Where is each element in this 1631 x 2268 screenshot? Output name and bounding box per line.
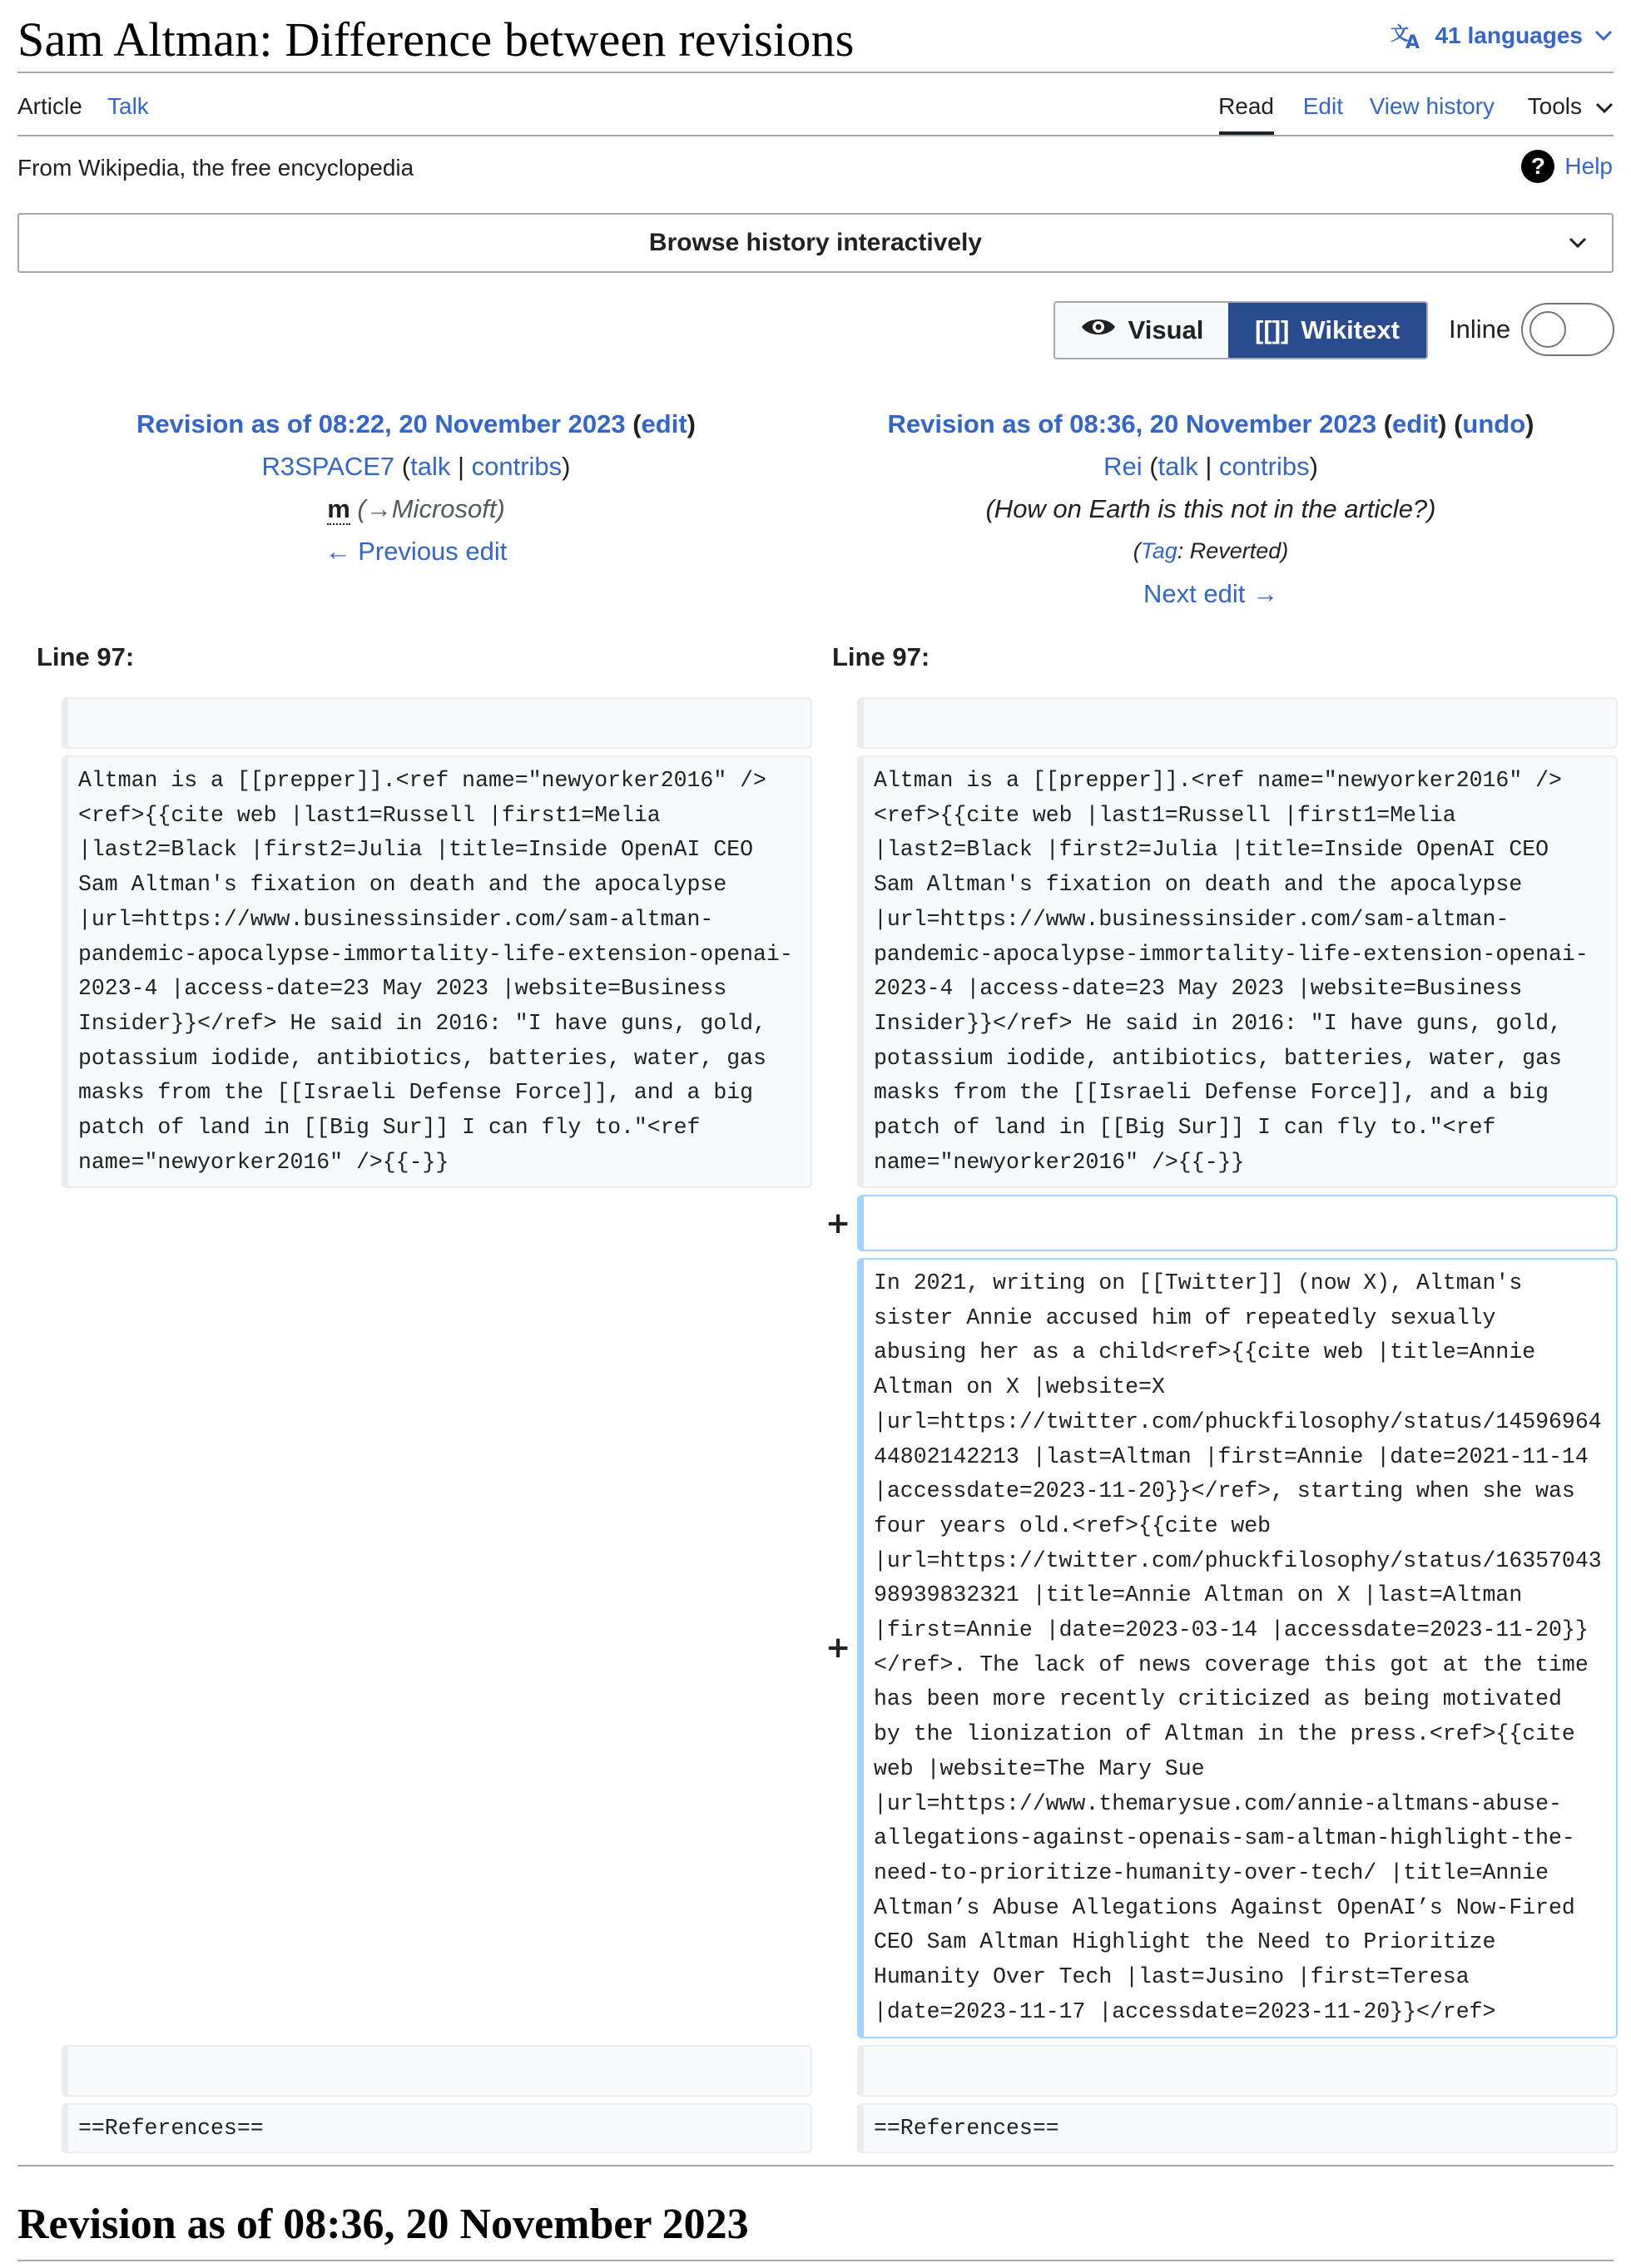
previous-edit-link[interactable]: ← Previous edit [325,537,508,566]
svg-text:文: 文 [1390,24,1409,45]
tab-talk[interactable]: Talk [107,93,149,119]
revision-heading: Revision as of 08:36, 20 November 2023 [17,2201,749,2248]
diff-context-empty-left [62,697,812,749]
tab-edit[interactable]: Edit [1302,93,1343,119]
diff-context-empty-right [857,2045,1618,2097]
translate-icon [1391,22,1424,50]
diff-references-right: ==References== [857,2103,1618,2153]
tools-label: Tools [1527,93,1582,119]
new-revision-contribs-link[interactable]: contribs [1219,452,1310,481]
diff-line-number-right: Line 97: [832,642,930,671]
chevron-down-icon [1595,90,1614,123]
old-revision-talk-link[interactable]: talk [410,452,451,481]
inline-toggle-switch[interactable] [1521,303,1614,356]
languages-button[interactable] [1391,22,1613,50]
browse-history-label: Browse history interactively [648,229,983,256]
old-revision-contribs-link[interactable]: contribs [471,452,563,481]
diff-context-empty-right [857,697,1618,749]
minor-edit-marker: m [327,494,350,523]
old-revision-user-link[interactable]: R3SPACE7 [261,452,395,481]
tabs-divider [17,135,1614,136]
new-revision-header: Revision as of 08:36, 20 November 2023 (edit) (undo) Rei (talk | contribs) (How on Earth is this not in the article?) (Tag: Reverted) Next edit → [887,409,1534,608]
new-revision-comment: (How on Earth is this not in the article?) [985,494,1436,523]
wikitext-mode-label: Wikitext [1301,315,1400,344]
diff-added-marker: + [825,1206,851,1240]
diff-added-empty-line [857,1195,1618,1251]
diff-bottom-divider [17,2165,1614,2166]
browse-history-button[interactable] [17,213,1614,273]
tab-article[interactable]: Article [17,93,82,119]
old-revision-comment: (→Microsoft) [357,494,505,523]
diff-added-paragraph: In 2021, writing on [[Twitter]] (now X), Altman's sister Annie accused him of repeatedly sexually abusing her as a child<ref>{{cite web |title=Annie Altman on X |website=X |url=https://twitter.com/phuckfilosophy/status/14596964 44802142213 |last=Altman |first=Annie |date=2021-11-14 |accessdate=2023-11-20}}</ref>, starting when she was four years old.<ref>{{cite web |url=https://twitter.com/phuckfilosophy/status/16357043 98939832321 |title=Annie Altman on X |last=Altman |first=Annie |date=2023-03-14 |accessdate=2023-11-20}} </ref>. The lack of news coverage this got at the time has been more recently criticized as being motivated by the lionization of Altman in the press.<ref>{{cite web |website=The Mary Sue |url=https://www.themarysue.com/annie-altmans-abuse- allegations-against-openais-sam-altman-highlight-the- need-to-prioritize-humanity-over-tech/ |title=Annie Altman’s Abuse Allegations Against OpenAI’s Now-Fired CEO Sam Altman Highlight the Need to Prioritize Humanity Over Tech |last=Jusino |first=Teresa |date=2023-11-17 |accessdate=2023-11-20}}</ref> [857,1258,1618,2038]
eye-icon [1080,315,1117,345]
diff-context-paragraph-left: Altman is a [[prepper]].<ref name="newyorker2016" /> <ref>{{cite web |last1=Russell |first1=Melia |last2=Black |first2=Julia |title=Inside OpenAI CEO Sam Altman's fixation on death and the apocalypse |url=https://www.businessinsider.com/sam-altman- pandemic-apocalypse-immortality-life-extension-openai- 2023-4 |access-date=23 May 2023 |website=Business Insider}}</ref> He said in 2016: "I have guns, gold, potassium iodide, antibiotics, batteries, water, gas masks from the [[Israeli Defense Force]], and a big patch of land in [[Big Sur]] I can fly to."<ref name="newyorker2016" />{{-}} [62,755,812,1188]
diff-references-left: ==References== [62,2103,812,2153]
svg-text:A: A [1405,32,1420,50]
next-edit-link[interactable]: Next edit → [1143,579,1278,608]
wikitext-mode-button[interactable] [1228,303,1426,358]
diff-line-number-left: Line 97: [37,642,135,671]
tag-value: : Reverted) [1177,538,1289,563]
help-link[interactable] [1521,150,1613,183]
visual-mode-label: Visual [1128,315,1204,344]
inline-toggle-label: Inline [1449,314,1511,344]
tag-link[interactable]: Tag [1140,538,1177,563]
chevron-down-icon [1594,30,1613,42]
new-revision-link[interactable]: Revision as of 08:36, 20 November 2023 [887,409,1377,438]
old-revision-edit-link[interactable]: edit [641,409,687,438]
help-icon: ? [1521,150,1554,183]
tab-read[interactable]: Read [1218,93,1274,119]
diff-context-paragraph-right: Altman is a [[prepper]].<ref name="newyorker2016" /> <ref>{{cite web |last1=Russell |first1=Melia |last2=Black |first2=Julia |title=Inside OpenAI CEO Sam Altman's fixation on death and the apocalypse |url=https://www.businessinsider.com/sam-altman- pandemic-apocalypse-immortality-life-extension-openai- 2023-4 |access-date=23 May 2023 |website=Business Insider}}</ref> He said in 2016: "I have guns, gold, potassium iodide, antibiotics, batteries, water, gas masks from the [[Israeli Defense Force]], and a big patch of land in [[Big Sur]] I can fly to."<ref name="newyorker2016" />{{-}} [857,755,1618,1188]
undo-link[interactable]: undo [1462,409,1526,438]
new-revision-edit-link[interactable]: edit [1392,409,1439,438]
page-title: Sam Altman: Difference between revisions [17,12,855,67]
wikitext-brackets-icon: [[]] [1255,315,1290,344]
diff-mode-switch [1053,301,1428,359]
languages-label: 41 languages [1435,22,1583,48]
diff-added-marker: + [825,1631,851,1665]
old-revision-header: Revision as of 08:22, 20 November 2023 (edit) R3SPACE7 (talk | contribs) m (→Microsoft) ← Previous edit [136,409,696,566]
heading-divider [17,2260,1614,2261]
page-tabs [17,90,1614,136]
tab-view-history[interactable]: View history [1369,93,1495,119]
chevron-down-icon [1567,231,1589,260]
old-revision-link[interactable]: Revision as of 08:22, 20 November 2023 [136,409,626,438]
tools-menu[interactable] [1528,90,1614,123]
visual-mode-button[interactable] [1055,303,1228,358]
help-label: Help [1564,153,1613,179]
site-tagline: From Wikipedia, the free encyclopedia [17,155,414,181]
new-revision-talk-link[interactable]: talk [1158,452,1198,481]
diff-context-empty-left [62,2045,812,2097]
toggle-knob [1529,311,1566,348]
new-revision-user-link[interactable]: Rei [1103,452,1143,481]
title-divider [17,72,1614,73]
